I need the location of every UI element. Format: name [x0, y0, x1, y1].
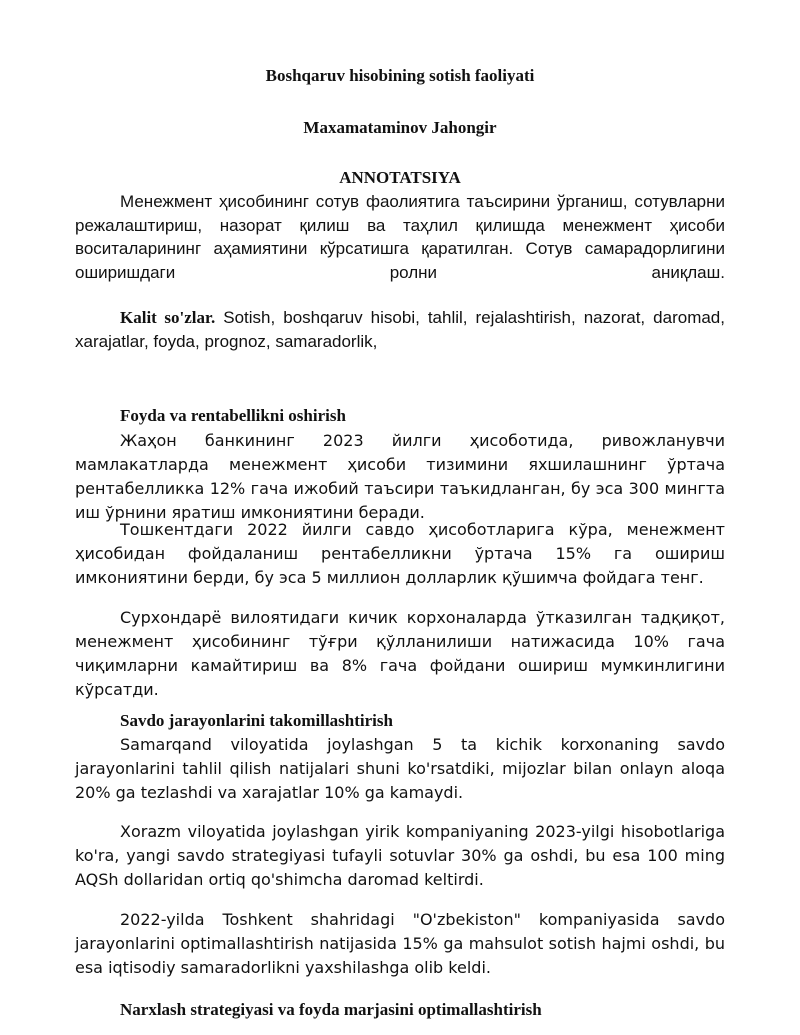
section1-paragraph-3: [75, 606, 725, 702]
keywords-text: Sotish, boshqaruv hisobi, tahlil, rejalashtirish, nazorat, daromad, xarajatlar, foyda, prognoz, samaradorlik,: [75, 308, 725, 351]
section-heading-profitability: Foyda va rentabellikni oshirish: [120, 406, 346, 425]
section2-paragraph-2: [75, 820, 725, 892]
section-heading-pricing: Narxlash strategiyasi va foyda marjasini optimallashtirish: [120, 1000, 542, 1019]
section1-paragraph-1: [75, 429, 725, 525]
annotation-paragraph: [75, 190, 725, 284]
document-title: Boshqaruv hisobining sotish faoliyati: [265, 66, 535, 85]
author-name: Maxamataminov Jahongir: [303, 118, 497, 137]
section1-p2-text: Тошкентдаги 2022 йилги савдо ҳисоботларига кўра, менежмент ҳисобидан фойдаланиш рентабелликни ўртача 15% га ошириш имкониятини берди, бу эса 5 миллион долларлик қўшимча фойдага тенг.: [75, 520, 725, 587]
keywords-label: Kalit so'zlar.: [120, 308, 216, 327]
section2-p1-text: Samarqand viloyatida joylashgan 5 ta kichik korxonaning savdo jarayonlarini tahlil qilish natijalari shuni ko'rsatdiki, mijozlar bilan onlayn aloqa 20% ga tezlashdi va xarajatlar 10% ga kamaydi.: [75, 735, 725, 802]
annotation-text: Менежмент ҳисобининг сотув фаолиятига таъсирини ўрганиш, сотувларни режалаштириш, назорат қилиш ва таҳлил қилишда менежмент ҳисоби воситаларининг аҳамиятини кўрсатишга қаратилган. Сотув самарадорлигини оширишдаги ролни аниқлаш.: [75, 192, 725, 282]
section2-paragraph-3: [75, 908, 725, 980]
section-heading-sales-processes: Savdo jarayonlarini takomillashtirish: [120, 711, 393, 730]
section2-p2-text: Xorazm viloyatida joylashgan yirik kompaniyaning 2023-yilgi hisobotlariga ko'ra, yangi savdo strategiyasi tufayli sotuvlar 30% ga oshdi, bu esa 100 ming AQSh dollaridan ortiq qo'shimcha daromad keltirdi.: [75, 822, 725, 889]
section1-p3-text: Сурхондарё вилоятидаги кичик корхоналарда ўтказилган тадқиқот, менежмент ҳисобининг тўғри қўлланилиши натижасида 10% гача чиқимларни камайтириш ва 8% гача фойдани ошириш мумкинлигини кўрсатди.: [75, 608, 725, 699]
keywords-paragraph: [75, 306, 725, 353]
section2-paragraph-1: [75, 733, 725, 805]
annotation-title: ANNOTATSIYA: [339, 168, 461, 187]
section1-p1-text: Жаҳон банкининг 2023 йилги ҳисоботида, ривожланувчи мамлакатларда менежмент ҳисоби тизимини яхшилашнинг ўртача рентабелликка 12% гача ижобий таъсири таъкидланган, бу эса 300 мингта иш ўрнини яратиш имкониятини беради.: [75, 431, 725, 522]
section2-p3-text: 2022-yilda Toshkent shahridagi "O'zbekiston" kompaniyasida savdo jarayonlarini optimallashtirish natijasida 15% ga mahsulot sotish hajmi oshdi, bu esa iqtisodiy samaradorlikni yaxshilashga olib keldi.: [75, 910, 725, 977]
section1-paragraph-2: [75, 518, 725, 590]
